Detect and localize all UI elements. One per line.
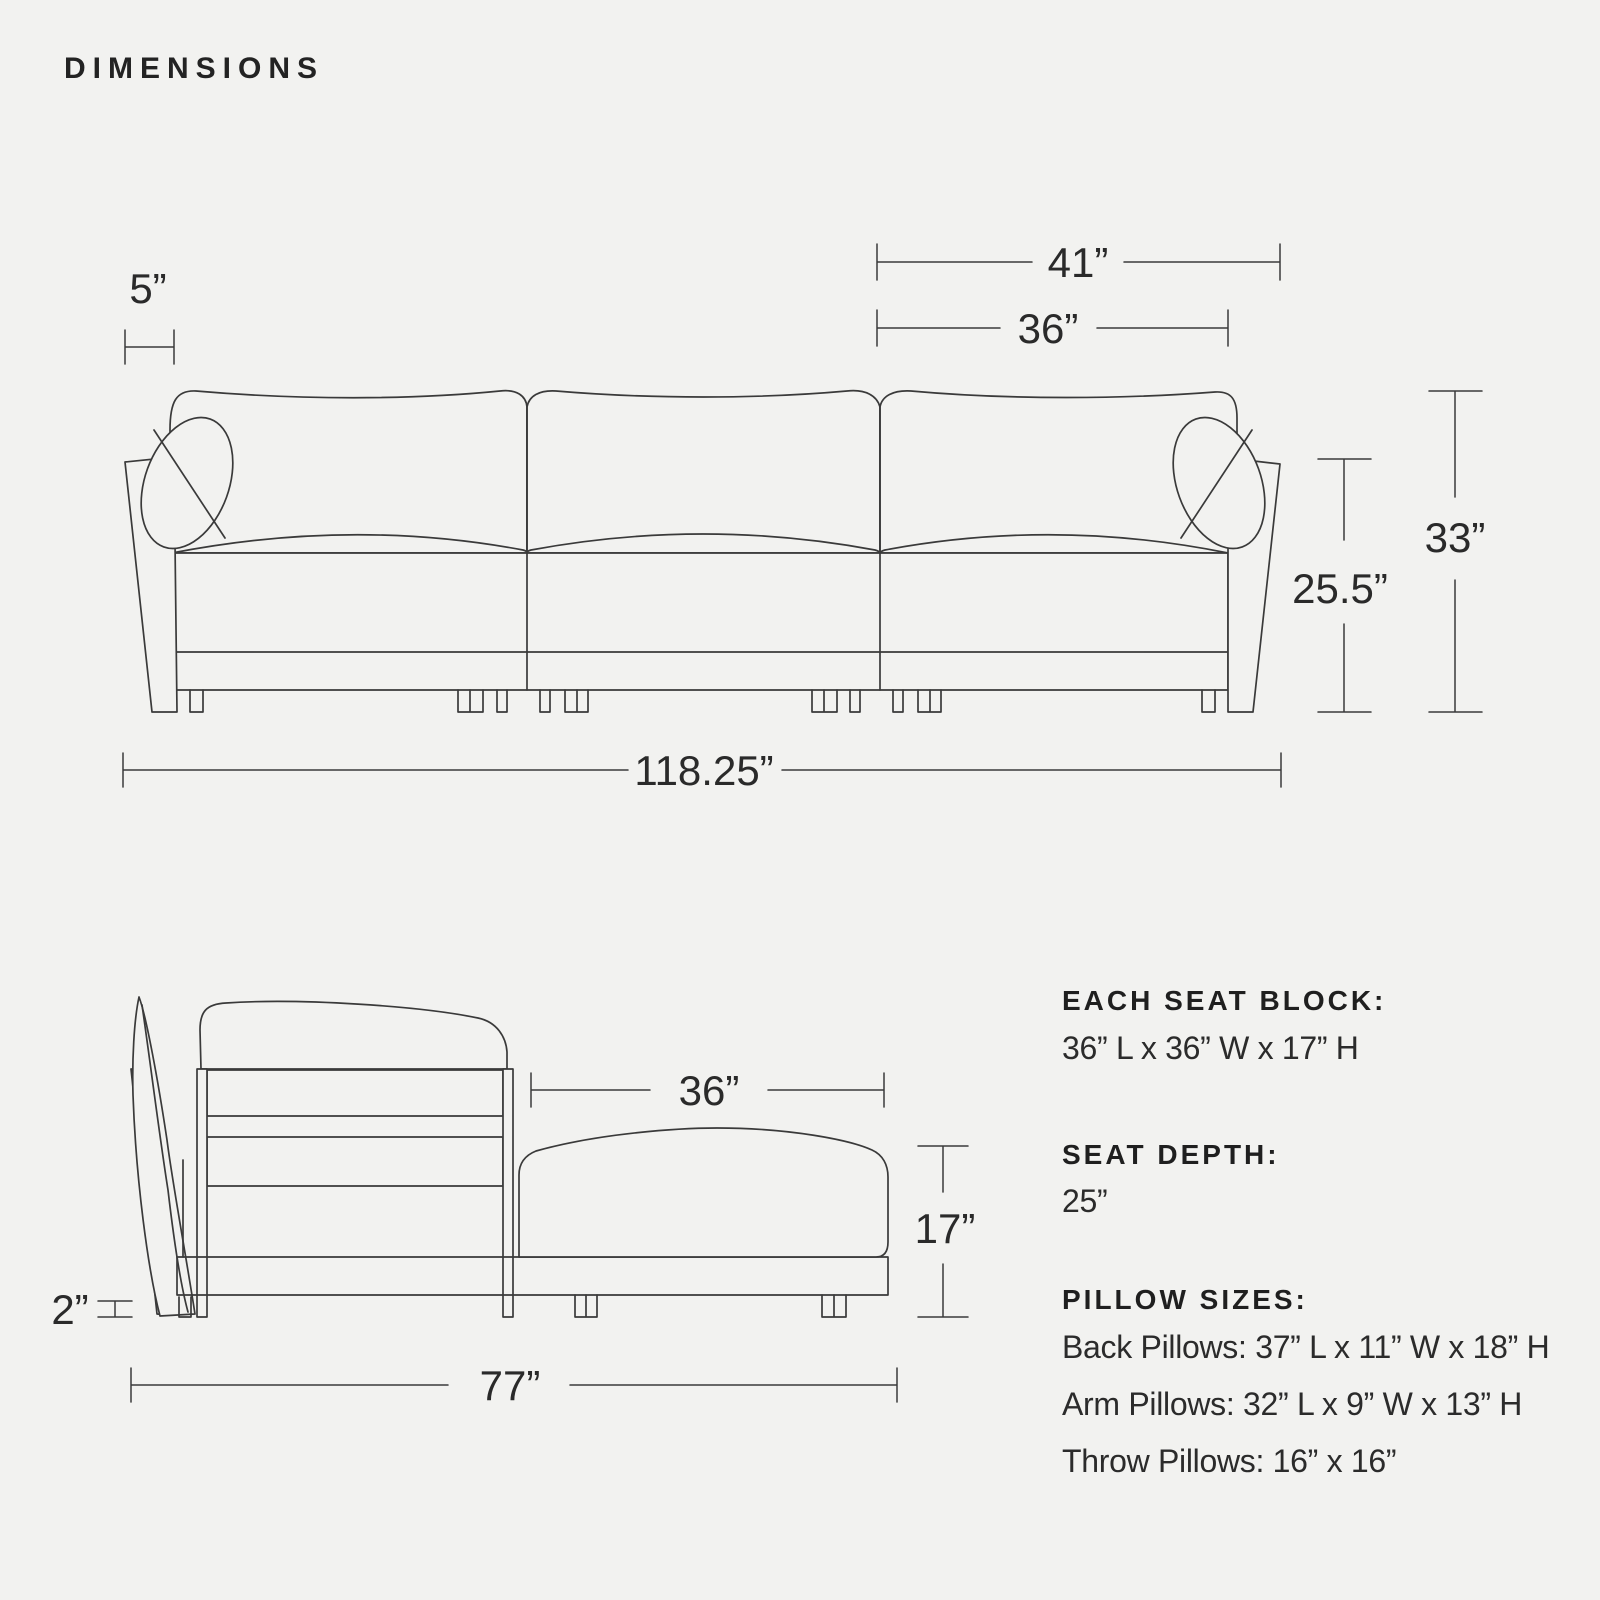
spec-line-seat-block: 36” L x 36” W x 17” H (1062, 1030, 1359, 1066)
side-base (177, 1257, 888, 1295)
spec-heading-seat-block: EACH SEAT BLOCK: (1062, 985, 1387, 1016)
label-arm-height: 25.5” (1292, 565, 1388, 612)
spec-heading-pillow-sizes: PILLOW SIZES: (1062, 1284, 1308, 1315)
side-frame-post-left (197, 1069, 207, 1317)
front-view-legs (190, 690, 1215, 712)
page-title: DIMENSIONS (64, 52, 325, 85)
chaise-cushion (519, 1128, 888, 1257)
label-arm-width: 5” (129, 265, 167, 312)
spec-heading-seat-depth: SEAT DEPTH: (1062, 1139, 1280, 1170)
label-leg-height: 2” (51, 1286, 89, 1333)
side-frame-rails (207, 1070, 503, 1186)
dim-arm-width (125, 330, 174, 364)
side-frame-post-right (503, 1069, 513, 1317)
label-seat-height: 17” (914, 1205, 976, 1252)
back-cushion-middle (527, 391, 880, 553)
side-view-drawing (131, 997, 888, 1317)
spec-line-throw-pillows: Throw Pillows: 16” x 16” (1062, 1443, 1397, 1479)
spec-line-arm-pillows: Arm Pillows: 32” L x 9” W x 13” H (1062, 1386, 1523, 1422)
label-overall-height: 33” (1424, 514, 1486, 561)
spec-line-seat-depth: 25” (1062, 1183, 1108, 1219)
spec-line-back-pillows: Back Pillows: 37” L x 11” W x 18” H (1062, 1329, 1550, 1365)
side-back-cushion (200, 1001, 507, 1069)
seat-base (172, 553, 1228, 690)
dim-leg-height (98, 1301, 132, 1317)
label-seat-with-arm: 41” (1047, 239, 1109, 286)
side-arm-blade (133, 997, 195, 1316)
label-seat-block-width: 36” (1017, 305, 1079, 352)
front-view-drawing (124, 391, 1281, 712)
label-seat-block-depth: 36” (678, 1067, 740, 1114)
label-overall-depth: 77” (479, 1362, 541, 1409)
label-overall-width: 118.25” (634, 747, 774, 794)
